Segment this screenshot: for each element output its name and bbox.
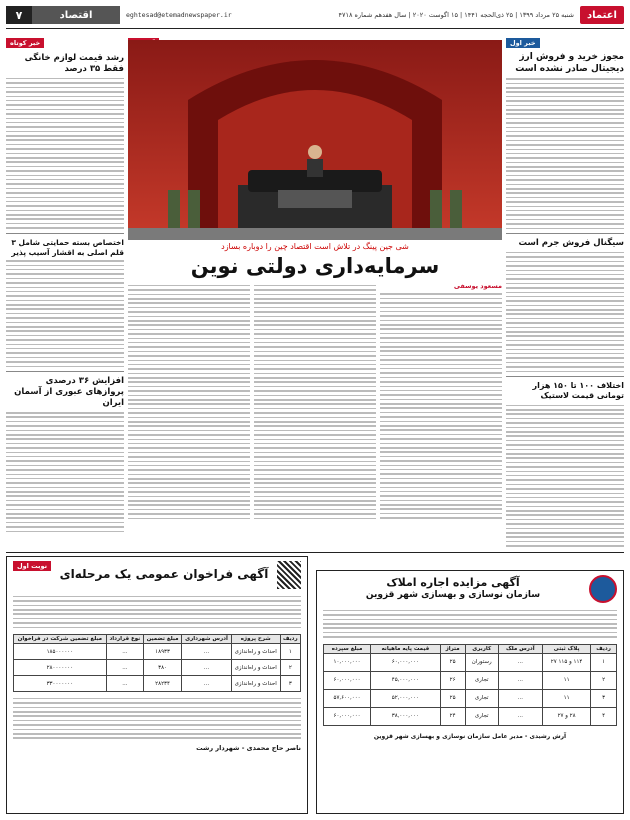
parade-photo-illustration <box>128 40 502 240</box>
story-body <box>6 260 124 367</box>
story-title: افزایش ۳۶ درصدی پروازهای عبوری از آسمان ایران <box>14 376 124 409</box>
article-column <box>128 285 250 519</box>
tender-ad-intro <box>7 596 307 628</box>
table-cell: ۶۰,۰۰۰,۰۰۰ <box>324 707 371 725</box>
auction-column-header: پلاک ثبتی <box>543 644 591 653</box>
table-cell: ... <box>182 644 232 660</box>
tender-ad <box>6 556 308 814</box>
divider <box>506 376 624 377</box>
tender-table <box>13 634 301 692</box>
auction-column-header: متراژ <box>440 644 465 653</box>
table-cell: ۳ <box>591 689 617 707</box>
left-column <box>6 30 124 550</box>
table-cell: ۱۸۵۰۰۰۰۰۰ <box>14 644 107 660</box>
divider <box>506 233 624 234</box>
tender-column-header: آدرس شهرداری <box>182 635 232 644</box>
table-cell: ۱۱ <box>543 671 591 689</box>
right-column <box>506 30 624 550</box>
right-column-tag: خبر اول <box>506 38 540 48</box>
table-cell: ۲۵ <box>440 653 465 671</box>
table-cell: تجاری <box>465 671 498 689</box>
feature-photo <box>128 40 502 240</box>
tender-ad-title: آگهی فراخوان عمومی یک مرحله‌ای <box>59 567 269 582</box>
story-title: مجوز خرید و فروش ارز دیجیتال صادر نشده است <box>515 52 624 74</box>
tender-column-header: مبلغ تضمین <box>143 635 181 644</box>
divider <box>6 371 124 372</box>
table-cell: ۲۸ و ۲۷ <box>543 707 591 725</box>
table-cell: ۲۶ <box>440 671 465 689</box>
table-cell: تجاری <box>465 707 498 725</box>
tender-column-header: مبلغ تضمین شرکت در فراخوان <box>14 635 107 644</box>
table-row <box>14 644 301 660</box>
section-title: اقتصاد <box>32 6 120 24</box>
table-cell: ۱ <box>591 653 617 671</box>
auction-column-header: ردیف <box>591 644 617 653</box>
table-cell: ۱۱۴ و ۱۱۵ ۲۷ <box>543 653 591 671</box>
table-cell: ۶۰,۰۰۰,۰۰۰ <box>371 653 440 671</box>
divider <box>6 233 124 234</box>
feature-article <box>128 30 502 550</box>
issue-date: شنبه ۲۵ مرداد ۱۳۹۹ | ۲۵ ذی‌الحجه ۱۴۴۱ | ۱۵ اگوست ۲۰۲۰ | سال هفدهم شماره ۴۷۱۸ <box>338 11 574 19</box>
tender-ad-signature: ناصر حاج محمدی - شهردار رشت <box>196 743 301 752</box>
table-cell: ۱۸۹۳۳ <box>143 644 181 660</box>
table-cell: ۲ <box>591 671 617 689</box>
story-body <box>6 412 124 532</box>
email-address[interactable]: eghtesad@etemadnewspaper.ir <box>126 11 232 19</box>
auction-ad-subtitle: سازمان نوسازی و بهسازی شهر قزوین <box>365 590 541 601</box>
table-cell: ... <box>106 660 143 676</box>
table-row <box>324 689 617 707</box>
table-cell: ... <box>182 660 232 676</box>
tender-column-header: ردیف <box>280 635 300 644</box>
table-cell: ... <box>498 653 542 671</box>
table-cell: ... <box>106 644 143 660</box>
article-column <box>380 293 502 518</box>
auction-table <box>323 644 617 726</box>
article-column <box>254 285 376 519</box>
table-cell: ۲۵ <box>440 689 465 707</box>
table-cell: ۶۰,۰۰۰,۰۰۰ <box>324 671 371 689</box>
table-row <box>324 671 617 689</box>
auction-ad-title: آگهی مزایده اجاره املاک <box>386 576 520 589</box>
ad-tag: نوبت اول <box>13 561 51 571</box>
left-column-tag: خبر کوتاه <box>6 38 44 48</box>
table-row <box>14 660 301 676</box>
table-cell: ۱۰,۰۰۰,۰۰۰ <box>324 653 371 671</box>
feature-subtitle: شی جین پینگ در تلاش است اقتصاد چین را دوباره بسازد <box>221 242 409 251</box>
table-cell: ۱ <box>280 644 300 660</box>
newspaper-logo[interactable]: اعتماد <box>580 6 624 24</box>
table-cell: تجاری <box>465 689 498 707</box>
story-body <box>506 252 624 372</box>
story-title: اختلاف ۱۰۰ تا ۱۵۰ هزار تومانی قیمت لاستیک <box>532 381 624 401</box>
story-title: رشد قیمت لوازم خانگی فقط ۳۵ درصد <box>24 53 124 75</box>
story-body <box>506 78 624 229</box>
page-number: ۷ <box>6 6 32 24</box>
municipality-emblem-icon <box>589 575 617 603</box>
auction-ad-signature: آرش رشیدی - مدیر عامل سازمان نوسازی و بهسازی شهر قزوین <box>373 732 567 740</box>
auction-column-header: کاربری <box>465 644 498 653</box>
tender-column-header: نوع قرارداد <box>106 635 143 644</box>
table-cell: ۴ <box>591 707 617 725</box>
table-row <box>14 676 301 692</box>
masthead <box>6 4 624 26</box>
auction-ad-intro <box>317 610 623 638</box>
story-body <box>6 78 124 229</box>
table-cell: ۵۷,۶۰۰,۰۰۰ <box>324 689 371 707</box>
table-row <box>324 653 617 671</box>
table-cell: ۵۲,۰۰۰,۰۰۰ <box>371 689 440 707</box>
table-row <box>324 707 617 725</box>
table-cell: ۴۵,۰۰۰,۰۰۰ <box>371 671 440 689</box>
table-cell: ۳۸۰ <box>143 660 181 676</box>
table-cell: ۲۸۲۳۴ <box>143 676 181 692</box>
header-rule <box>6 28 624 29</box>
ads-rule <box>6 552 624 553</box>
auction-column-header: آدرس ملک <box>498 644 542 653</box>
table-cell: ... <box>106 676 143 692</box>
table-cell: ... <box>498 689 542 707</box>
table-cell: احداث و راه‌اندازی <box>231 676 280 692</box>
table-cell: ۲۴ <box>440 707 465 725</box>
feature-title: سرمایه‌داری دولتی نوین <box>190 254 440 278</box>
author-name: مسعود یوسفی <box>453 282 502 290</box>
auction-column-header: مبلغ سپرده <box>324 644 371 653</box>
tender-column-header: شرح پروژه <box>231 635 280 644</box>
table-cell: رستوران <box>465 653 498 671</box>
table-cell: ۱۱ <box>543 689 591 707</box>
table-cell: احداث و راه‌اندازی <box>231 660 280 676</box>
table-cell: ۲۸۰۰۰۰۰۰۰ <box>14 660 107 676</box>
story-body <box>506 405 624 547</box>
table-cell: ... <box>498 707 542 725</box>
table-cell: ۳ <box>280 676 300 692</box>
qr-code-icon[interactable] <box>277 561 301 589</box>
auction-ad <box>316 570 624 814</box>
table-cell: ۳۸,۰۰۰,۰۰۰ <box>371 707 440 725</box>
auction-column-header: قیمت پایه ماهیانه <box>371 644 440 653</box>
story-title: سیگنال فروش جرم است <box>518 238 624 249</box>
table-cell: احداث و راه‌اندازی <box>231 644 280 660</box>
story-title: اختصاص بسته حمایتی شامل ۳ قلم اصلی به اقشار آسیب پذیر <box>11 237 124 257</box>
table-cell: ... <box>182 676 232 692</box>
table-cell: ۲ <box>280 660 300 676</box>
tender-ad-conditions <box>7 698 307 739</box>
table-cell: ... <box>498 671 542 689</box>
table-cell: ۳۳۰۰۰۰۰۰۰ <box>14 676 107 692</box>
